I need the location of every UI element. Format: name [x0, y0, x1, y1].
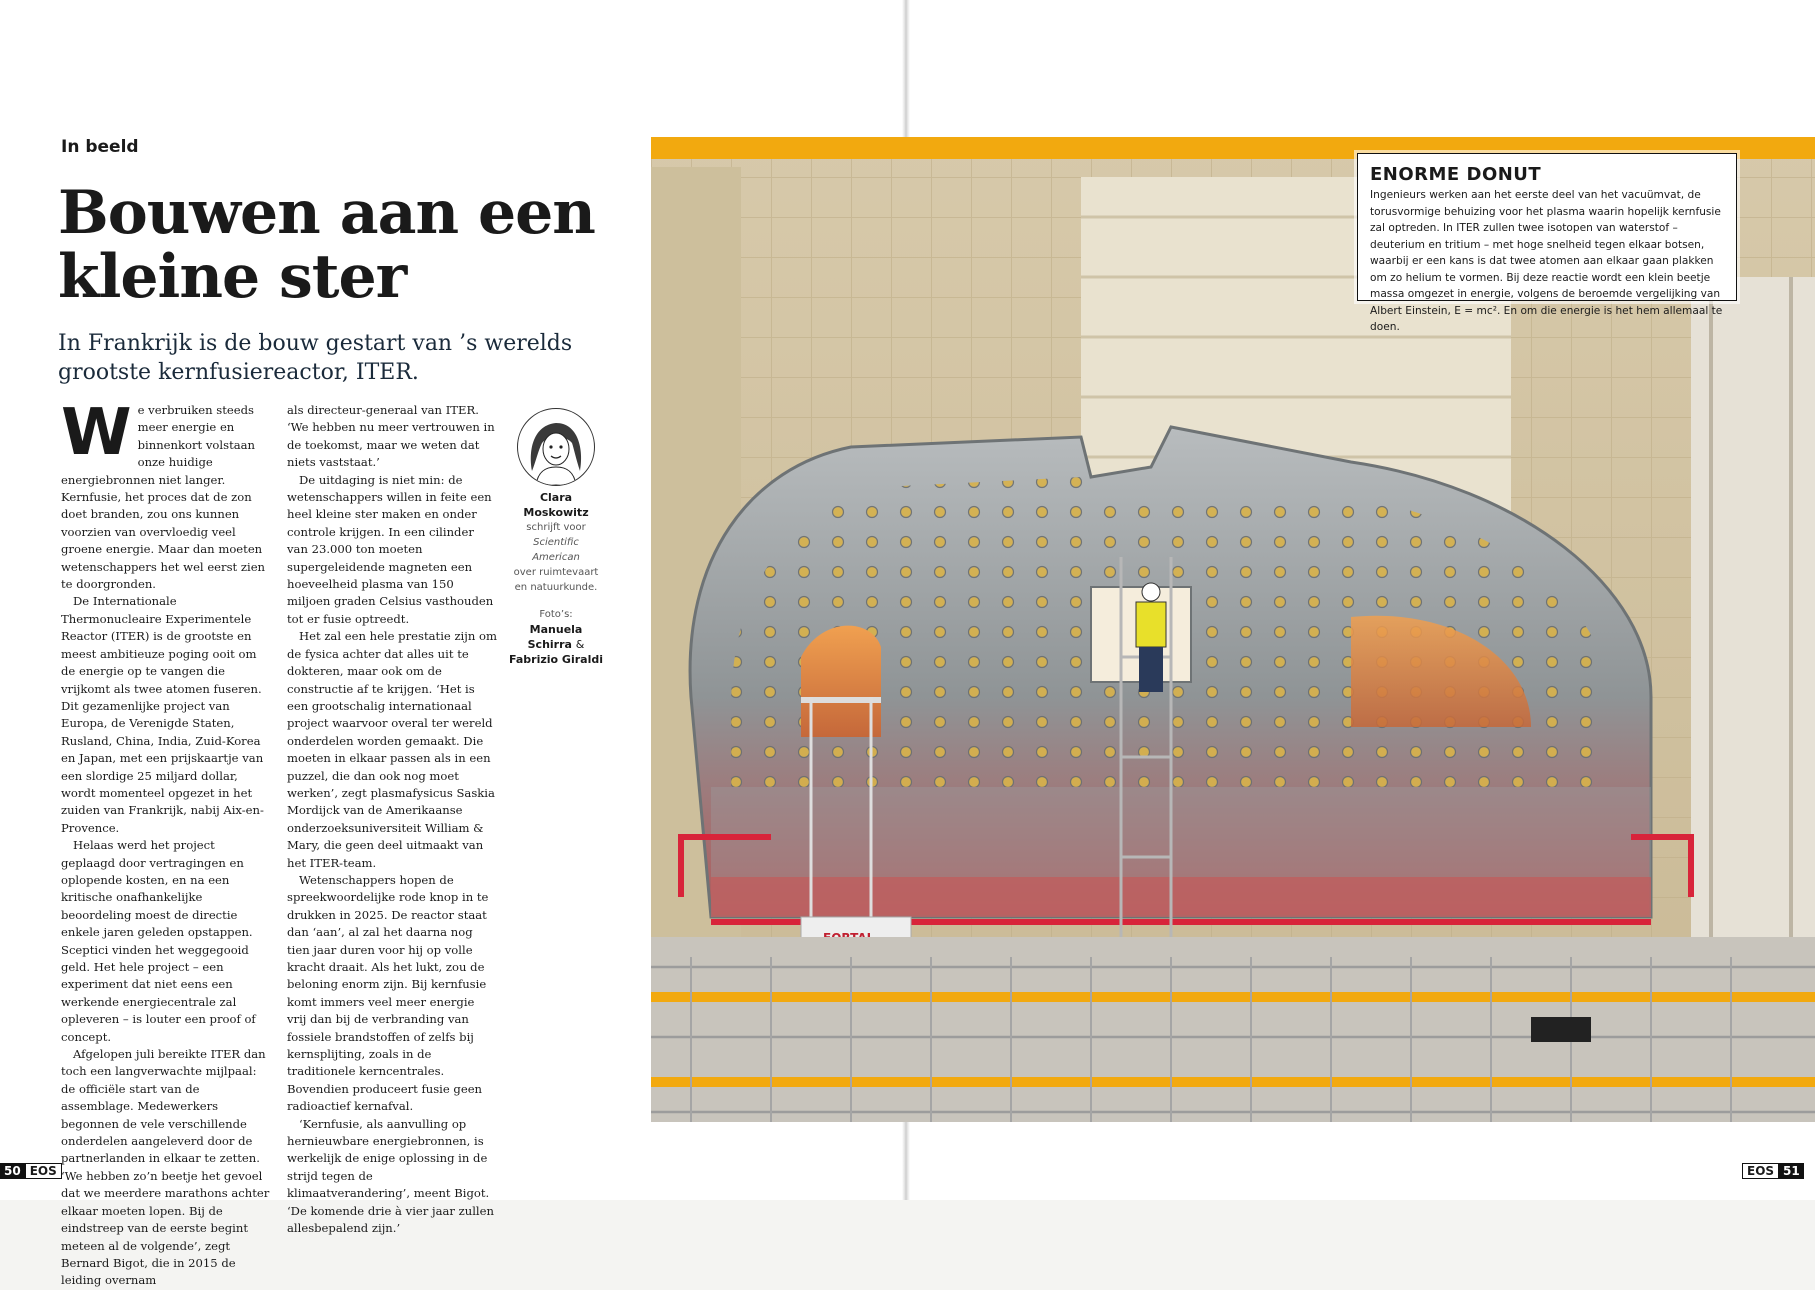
paragraph: De Internationale Thermonucleaire Experimentele Reactor (ITER) is de grootste en meest ambitieuze poging ooit om de energie op te vangen die vrijkomt als twee atomen fuseren. Dit gezamenlijke project van Europa, de Verenigde Staten, Rusland, China, India, Zuid-Korea en Japan, met een prijskaartje van een slordige 25 miljard dollar, wordt momenteel opgezet in het zuiden van Frankrijk, nabij Aix-en-Provence.: [61, 594, 264, 835]
paragraph: Afgelopen juli bereikte ITER dan toch een langverwachte mijlpaal: de officiële start van de assemblage. Medewerkers begonnen de vele verschillende onderdelen aangeleverd door de partnerlanden in elkaar te zetten. ‘We hebben zo’n beetje het gevoel dat we meerdere marathons achter elkaar moeten lopen. Bij de eindstreep van de eerste begint meteen al de volgende’, zegt Bernard Bigot, die in 2015 de leiding overnam: [61, 1047, 270, 1288]
page-number-right: EOS 51: [1742, 1163, 1804, 1179]
paragraph: Helaas werd het project geplaagd door vertragingen en oplopende kosten, en na een kritische onafhankelijke beoordeling moest de directie enkele jaren geleden opstappen. Sceptici vinden het weggegooid geld. Het hele project – een experiment dat niet eens een werkende energiecentrale zal opleveren – is louter een proof of concept.: [61, 838, 256, 1044]
article-title: Bouwen aan een kleine ster: [58, 178, 595, 312]
paragraph: Het zal een hele prestatie zijn om de fysica achter dat alles uit te dokteren, maar ook om de constructie af te krijgen. ‘Het is een grootschalig internationaal project waarvoor overal ter wereld onderdelen worden gemaakt. Die moeten in elkaar passen als in een puzzel, die dan ook nog moet werken’, zegt plasmafysicus Saskia Mordijck van de Amerikaanse onderzoeksuniversiteit William & Mary, die geen deel uitmaakt van het ITER-team.: [287, 629, 497, 870]
photo-credit-label: Foto’s:: [539, 609, 573, 620]
photo-caption-box: [1357, 153, 1737, 333]
page-number-left: 50 EOS: [0, 1163, 62, 1179]
dropcap: W: [61, 396, 132, 470]
body-column-2: [287, 402, 497, 1238]
body-column-1: [61, 396, 271, 1290]
paragraph: e verbruiken steeds meer energie en binnenkort volstaan onze huidige energiebronnen niet langer. Kernfusie, het proces dat de zon doet branden, zou ons kunnen voorzien van overvloedig veel groene energie. Maar dan moeten wetenschappers het wel eerst zien te doorgronden.: [61, 403, 266, 592]
caption-title: ENORME DONUT: [1370, 164, 1542, 185]
photographer-credits: Manuela Schirra & Fabrizio Giraldi: [509, 623, 603, 666]
paragraph: De uitdaging is niet min: de wetenschappers willen in feite een heel kleine ster maken en onder controle krijgen. In een cilinder van 23.000 ton moeten supergeleidende magneten een hoeveelheid plasma van 150 miljoen graden Celsius vasthouden tot er fusie optreedt.: [287, 472, 494, 626]
author-portrait-illustration: [517, 408, 595, 486]
paragraph: als directeur-generaal van ITER. ‘We hebben nu meer vertrouwen in de toekomst, maar we weten dat niets vaststaat.’: [287, 403, 495, 470]
author-description: schrijft voor Scientific American over ruimtevaart en natuurkunde.: [513, 522, 599, 593]
paragraph: ‘Kernfusie, als aanvulling op hernieuwbare energiebronnen, is werkelijk de enige oplossing in de strijd tegen de klimaatverandering’, meent Bigot. ‘De komende drie à vier jaar zullen allesbepalend zijn.’: [287, 1116, 494, 1236]
paragraph: Wetenschappers hopen de spreekwoordelijke rode knop in te drukken in 2025. De reactor staat dan ‘aan’, al zal het daarna nog tien jaar duren voor hij op volle kracht draait. Als het lukt, zou de beloning enorm zijn. Bij kernfusie komt immers veel meer energie vrij dan bij de verbranding van fossiele brandstoffen of zelfs bij kernsplijting, zoals in de traditionele kerncentrales. Bovendien produceert fusie geen radioactief kernafval.: [287, 872, 489, 1114]
section-label: In beeld: [61, 137, 139, 157]
caption-text: Ingenieurs werken aan het eerste deel van het vacuümvat, de torusvormige behuizing voor het plasma waarin hopelijk kernfusie zal optreden. In ITER zullen twee isotopen van waterstof – deuterium en tritium – met hoge snelheid tegen elkaar botsen, waarbij er een kans is dat twee atomen aan elkaar gaan plakken om zo helium te vormen. Bij deze reactie wordt een klein beetje massa omgezet in energie, volgens de beroemde vergelijking van Albert Einstein, E = mc². En om die energie is het hem allemaal te doen.: [1370, 189, 1723, 333]
author-name: Clara Moskowitz: [523, 491, 589, 519]
article-intro: In Frankrijk is de bouw gestart van ’s werelds grootste kernfusiereactor, ITER.: [58, 331, 573, 385]
author-sidebar: [508, 408, 604, 667]
